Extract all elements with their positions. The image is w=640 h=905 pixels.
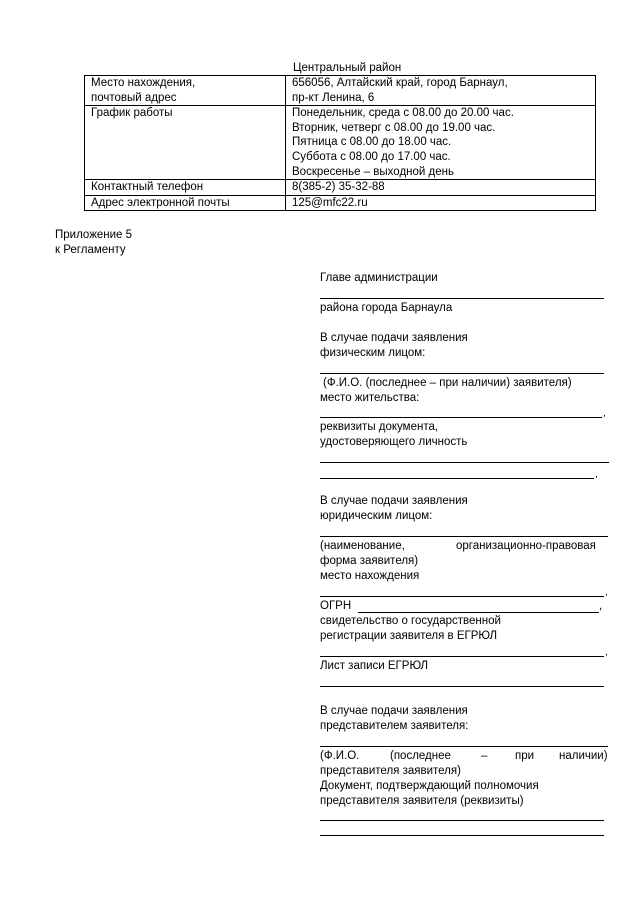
district-line: района города Барнаула <box>320 302 453 314</box>
appendix-reference: к Регламенту <box>55 244 126 256</box>
table-row <box>85 106 596 180</box>
comma-mark: , <box>595 469 598 480</box>
rep-fio-caption: при <box>515 750 535 762</box>
legal-intro: юридическим лицом: <box>320 510 433 522</box>
rep-fio-caption: (Ф.И.О. <box>320 750 360 762</box>
comma-mark: , <box>603 408 606 419</box>
comma-mark: , <box>605 647 608 658</box>
row-value: Воскресенье – выходной день <box>292 165 454 178</box>
fill-line <box>320 746 608 747</box>
appendix-title: Приложение 5 <box>55 229 133 241</box>
table-heading: Центральный район <box>293 62 402 74</box>
row-label: почтовый адрес <box>91 91 177 104</box>
fill-line <box>320 298 604 299</box>
rep-intro: представителем заявителя: <box>320 720 469 732</box>
rep-doc-label: Документ, подтверждающий полномочия <box>320 780 539 792</box>
certificate-label: свидетельство о государственной <box>320 615 501 627</box>
row-value: Понедельник, среда с 08.00 до 20.00 час. <box>292 107 514 120</box>
table-row <box>85 195 596 211</box>
individual-intro: В случае подачи заявления <box>320 332 468 344</box>
fill-line <box>320 656 604 657</box>
row-value: Пятница с 08.00 до 18.00 час. <box>292 136 452 149</box>
table-row <box>85 180 596 196</box>
fill-line <box>358 612 599 613</box>
legal-name-caption: (наименование, <box>320 540 405 552</box>
row-label: Адрес электронной почты <box>91 196 230 209</box>
fill-line <box>320 373 604 374</box>
legal-intro: В случае подачи заявления <box>320 495 468 507</box>
fill-line <box>320 835 604 836</box>
fill-line <box>320 686 604 687</box>
location-label: место нахождения <box>320 570 420 582</box>
rep-intro: В случае подачи заявления <box>320 705 468 717</box>
row-value: Вторник, четверг с 08.00 до 19.00 час. <box>292 121 496 134</box>
ogrn-label: ОГРН <box>320 600 352 612</box>
comma-mark: , <box>599 600 603 612</box>
rep-doc-label: представителя заявителя (реквизиты) <box>320 795 524 807</box>
row-value: 8(385-2) 35-32-88 <box>292 181 385 194</box>
rep-fio-caption: представителя заявителя) <box>320 765 461 777</box>
certificate-label: регистрации заявителя в ЕГРЮЛ <box>320 630 498 642</box>
rep-fio-caption: (последнее <box>390 750 451 762</box>
addressee-line: Главе администрации <box>320 272 438 284</box>
individual-fio-caption: (Ф.И.О. (последнее – при наличии) заявителя) <box>323 377 572 389</box>
rep-fio-caption: наличии) <box>559 750 608 762</box>
fill-line <box>320 536 608 537</box>
fill-line <box>320 478 594 479</box>
residence-label: место жительства: <box>320 392 420 404</box>
row-value: 125@mfc22.ru <box>292 196 368 209</box>
rep-fio-caption: – <box>481 750 488 762</box>
row-label: Место нахождения, <box>91 77 196 89</box>
comma-mark: , <box>605 587 608 598</box>
row-value: пр-кт Ленина, 6 <box>292 91 375 104</box>
row-label: Контактный телефон <box>91 181 204 194</box>
individual-intro: физическим лицом: <box>320 347 426 359</box>
legal-name-caption: организационно-правовая <box>456 540 596 552</box>
legal-form-caption: форма заявителя) <box>320 555 419 567</box>
office-info-table <box>84 75 596 211</box>
row-value: Суббота с 08.00 до 17.00 час. <box>292 150 451 163</box>
fill-line <box>320 596 604 597</box>
fill-line <box>320 462 609 463</box>
row-value: 656056, Алтайский край, город Барнаул, <box>292 77 508 89</box>
egrul-sheet-label: Лист записи ЕГРЮЛ <box>320 660 429 672</box>
row-label: График работы <box>91 107 173 120</box>
id-doc-label: удостоверяющего личность <box>320 436 468 448</box>
table-row <box>85 76 596 106</box>
fill-line <box>320 417 602 418</box>
fill-line <box>320 820 604 821</box>
id-doc-label: реквизиты документа, <box>320 421 439 433</box>
